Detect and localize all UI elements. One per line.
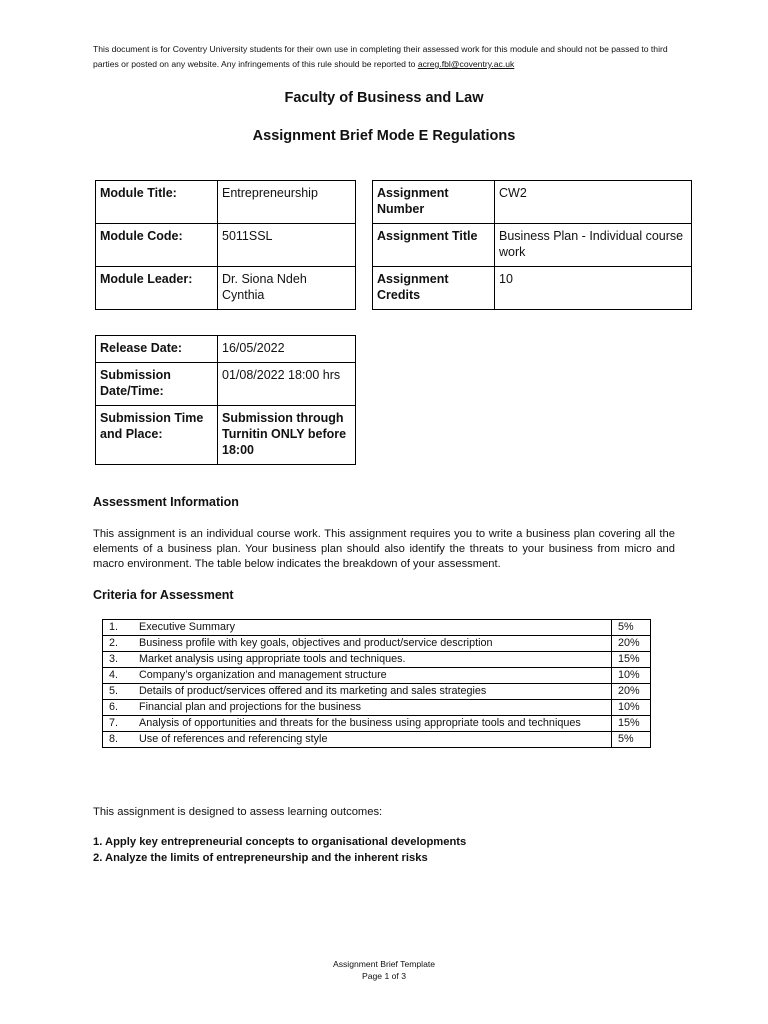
table-row [103, 684, 651, 700]
module-table [95, 180, 356, 310]
criterion-description: Company’s organization and management structure [135, 668, 612, 684]
module-leader-label: Module Leader: [96, 267, 218, 310]
criterion-weight: 10% [612, 668, 651, 684]
learning-outcome-1: 1. Apply key entrepreneurial concepts to organisational developments [93, 836, 467, 848]
assignment-number-label: Assignment Number [373, 181, 495, 224]
submission-place-label: Submission Time and Place: [96, 406, 218, 465]
criterion-number: 5. [103, 684, 136, 700]
confidentiality-notice [93, 42, 683, 72]
release-date-value: 16/05/2022 [218, 336, 356, 363]
outcomes-intro: This assignment is designed to assess learning outcomes: [93, 806, 383, 818]
report-email-link[interactable]: acreg.fbl@coventry.ac.uk [417, 59, 515, 69]
table-row [103, 620, 651, 636]
criteria-table [102, 619, 651, 748]
criterion-weight: 5% [612, 620, 651, 636]
criterion-description: Details of product/services offered and its marketing and sales strategies [135, 684, 612, 700]
assessment-paragraph: This assignment is an individual course work. This assignment requires you to write a business plan covering all the elements of a business plan. Your business plan should also identify the threats to your business from micro and macro environment. The table below indicates the breakdown of your assessment. [93, 528, 675, 570]
criteria-heading: Criteria for Assessment [93, 588, 234, 602]
criterion-weight: 20% [612, 636, 651, 652]
criterion-number: 1. [103, 620, 136, 636]
table-row [103, 700, 651, 716]
learning-outcome-2: 2. Analyze the limits of entrepreneurship and the inherent risks [93, 852, 428, 864]
criterion-number: 7. [103, 716, 136, 732]
module-leader-value: Dr. Siona Ndeh Cynthia [218, 267, 356, 310]
module-code-label: Module Code: [96, 224, 218, 267]
submission-date-label: Submission Date/Time: [96, 363, 218, 406]
faculty-title: Faculty of Business and Law [284, 90, 484, 106]
criterion-number: 4. [103, 668, 136, 684]
criterion-description: Financial plan and projections for the business [135, 700, 612, 716]
assignment-number-value: CW2 [495, 181, 692, 224]
table-row [103, 636, 651, 652]
footer-page-number: Page 1 of 3 [362, 971, 406, 981]
release-date-label: Release Date: [96, 336, 218, 363]
criterion-weight: 5% [612, 732, 651, 748]
criterion-description: Use of references and referencing style [135, 732, 612, 748]
criterion-description: Market analysis using appropriate tools and techniques. [135, 652, 612, 668]
dates-table [95, 335, 356, 465]
criterion-number: 2. [103, 636, 136, 652]
criterion-description: Analysis of opportunities and threats for the business using appropriate tools and techniques [135, 716, 612, 732]
footer-template: Assignment Brief Template [332, 959, 436, 969]
notice-text: This document is for Coventry University students for their own use in completing their assessed work for this module and should not be passed to third parties or posted on any website. Any infringements of this rule should be reported to [93, 44, 668, 69]
assignment-credits-label: Assignment Credits [373, 267, 495, 310]
module-code-value: 5011SSL [218, 224, 356, 267]
table-row [103, 652, 651, 668]
assignment-table [372, 180, 692, 310]
module-title-label: Module Title: [96, 181, 218, 224]
criterion-description: Business profile with key goals, objectives and product/service description [135, 636, 612, 652]
criterion-description: Executive Summary [135, 620, 612, 636]
table-row [103, 668, 651, 684]
criterion-number: 3. [103, 652, 136, 668]
table-row [103, 716, 651, 732]
assessment-heading: Assessment Information [93, 495, 239, 509]
module-title-value: Entrepreneurship [218, 181, 356, 224]
criterion-number: 8. [103, 732, 136, 748]
assignment-title-value: Business Plan - Individual course work [495, 224, 692, 267]
criterion-weight: 20% [612, 684, 651, 700]
submission-place-value: Submission through Turnitin ONLY before 18:00 [218, 406, 356, 465]
brief-title: Assignment Brief Mode E Regulations [252, 128, 516, 144]
criterion-weight: 15% [612, 716, 651, 732]
criterion-weight: 10% [612, 700, 651, 716]
assignment-credits-value: 10 [495, 267, 692, 310]
table-row [103, 732, 651, 748]
criterion-weight: 15% [612, 652, 651, 668]
criterion-number: 6. [103, 700, 136, 716]
assignment-title-label: Assignment Title [373, 224, 495, 267]
submission-date-value: 01/08/2022 18:00 hrs [218, 363, 356, 406]
